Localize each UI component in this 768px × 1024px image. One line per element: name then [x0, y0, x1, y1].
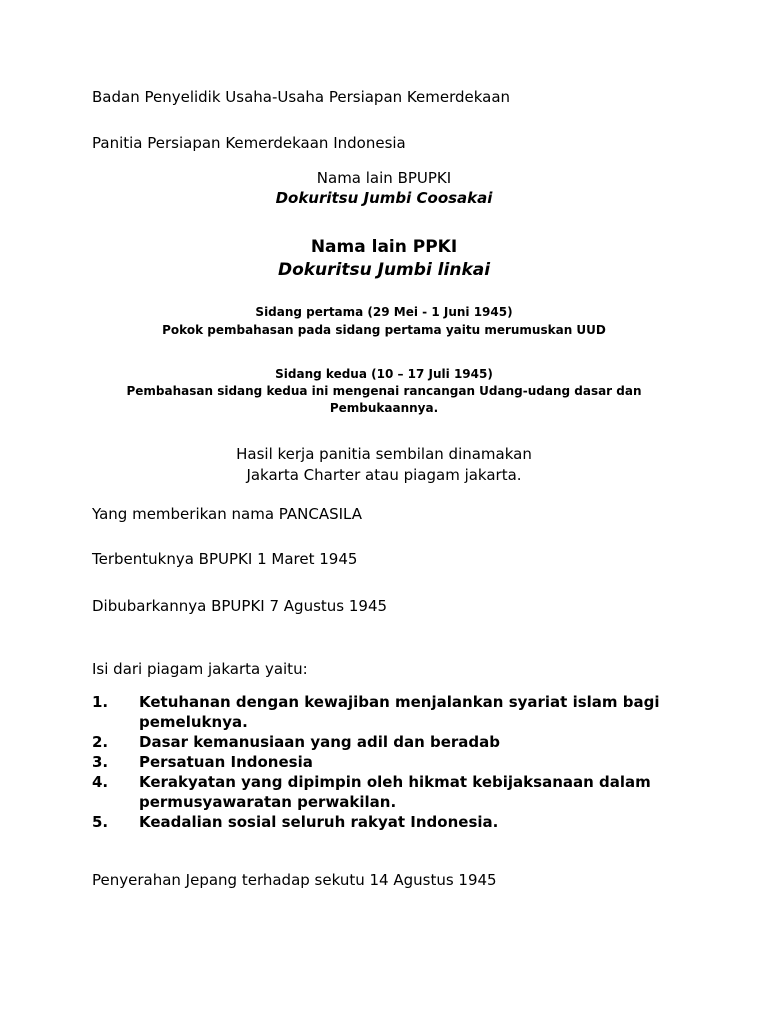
dibubarkan-line: Dibubarkannya BPUPKI 7 Agustus 1945 [92, 597, 388, 615]
terbentuk-line: Terbentuknya BPUPKI 1 Maret 1945 [92, 550, 358, 568]
penyerahan-jepang-line: Penyerahan Jepang terhadap sekutu 14 Agustus 1945 [92, 871, 497, 889]
list-item [92, 692, 692, 732]
list-item-text: Kerakyatan yang dipimpin oleh hikmat kebijaksanaan dalam permusyawaratan perwakilan. [139, 773, 651, 811]
panitia-sembilan-line-2: Jakarta Charter atau piagam jakarta. [246, 466, 522, 484]
sidang-kedua-desc-1: Pembahasan sidang kedua ini mengenai rancangan Udang-udang dasar dan [126, 384, 642, 398]
list-item-text: Persatuan Indonesia [139, 753, 313, 771]
list-item [92, 772, 692, 812]
sidang-kedua-title: Sidang kedua (10 – 17 Juli 1945) [275, 367, 493, 381]
list-item-number: 2. [92, 733, 109, 751]
pancasila-line: Yang memberikan nama PANCASILA [92, 505, 362, 523]
heading-ppki: Panitia Persiapan Kemerdekaan Indonesia [92, 134, 406, 152]
sidang-pertama-title: Sidang pertama (29 Mei - 1 Juni 1945) [255, 305, 513, 319]
ppki-alias-japanese: Dokuritsu Jumbi linkai [277, 260, 491, 280]
heading-bpupki: Badan Penyelidik Usaha-Usaha Persiapan Kemerdekaan [92, 88, 511, 106]
sidang-kedua-desc-2: Pembukaannya. [329, 401, 439, 415]
ppki-alias-label: Nama lain PPKI [310, 237, 458, 257]
panitia-sembilan-line-1: Hasil kerja panitia sembilan dinamakan [236, 445, 532, 463]
list-item-number: 4. [92, 773, 109, 791]
isi-piagam-title: Isi dari piagam jakarta yaitu: [92, 660, 308, 678]
list-item-number: 3. [92, 753, 109, 771]
list-item [92, 812, 692, 832]
list-item [92, 752, 692, 772]
list-item-text: Ketuhanan dengan kewajiban menjalankan syariat islam bagi pemeluknya. [139, 693, 660, 731]
isi-piagam-list [92, 692, 692, 832]
bpupki-alias-label: Nama lain BPUPKI [316, 169, 452, 187]
sidang-pertama-desc: Pokok pembahasan pada sidang pertama yaitu merumuskan UUD [162, 323, 606, 337]
list-item-text: Keadalian sosial seluruh rakyat Indonesia. [139, 813, 499, 831]
list-item-number: 1. [92, 693, 109, 711]
list-item [92, 732, 692, 752]
list-item-text: Dasar kemanusiaan yang adil dan beradab [139, 733, 501, 751]
bpupki-alias-japanese: Dokuritsu Jumbi Coosakai [275, 189, 493, 207]
list-item-number: 5. [92, 813, 109, 831]
